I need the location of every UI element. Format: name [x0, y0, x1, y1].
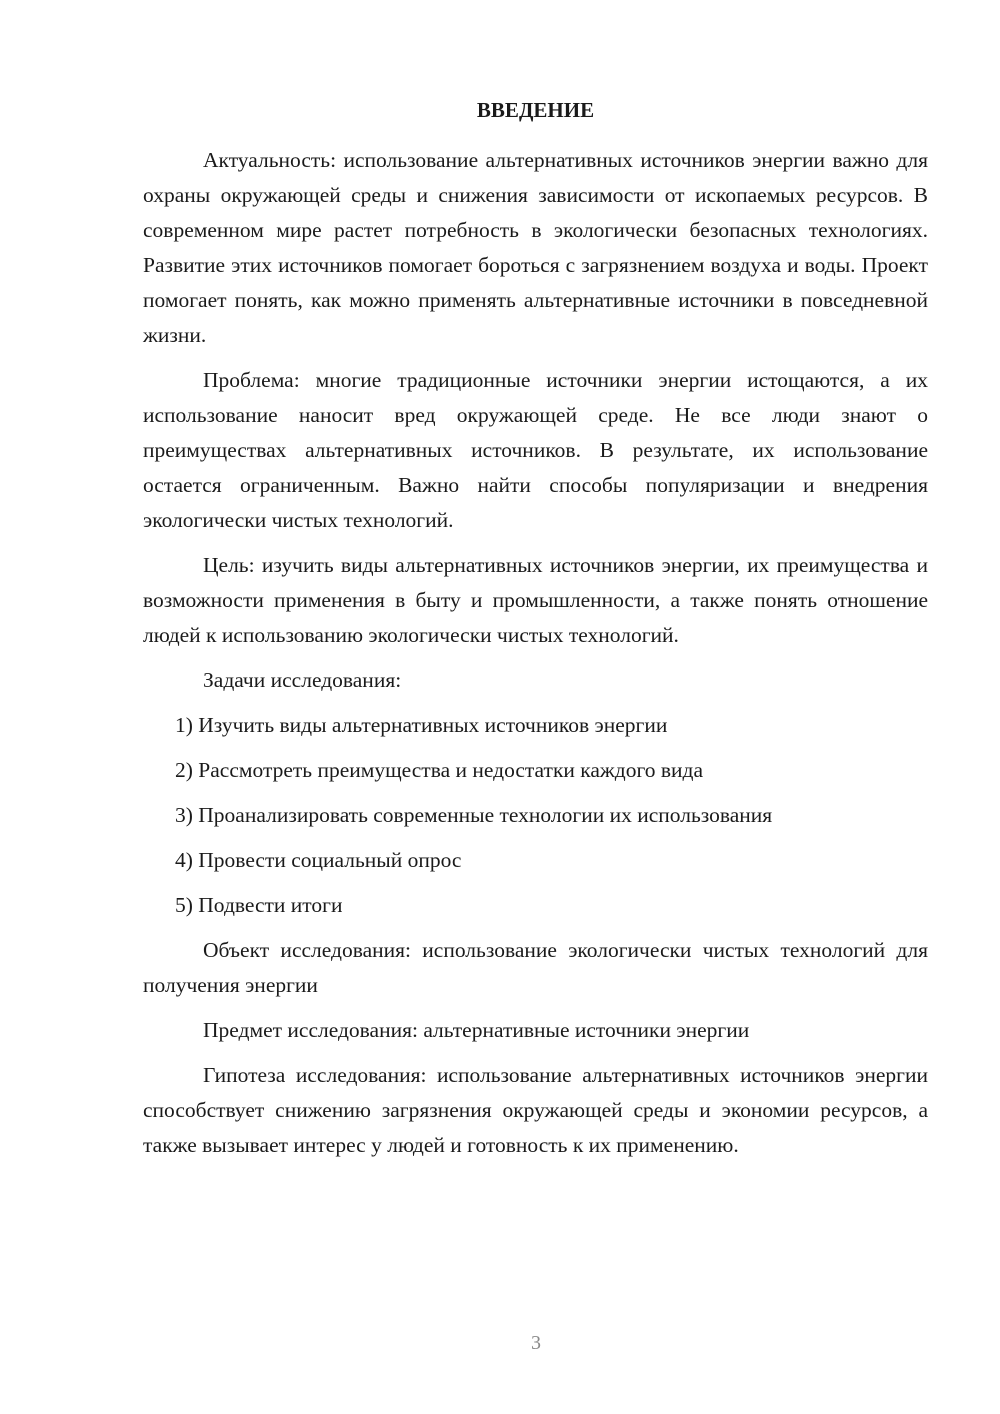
page-number: 3	[531, 1332, 541, 1354]
section-heading: ВВЕДЕНИЕ	[476, 98, 595, 122]
document-page	[143, 95, 928, 1173]
paragraph-relevance: Актуальность: использование альтернативных источников энергии важно для охраны окружающей среды и снижения зависимости от ископаемых ресурсов. В современном мире растет потребность в экологически безопасных технологиях. Развитие этих источников помогает бороться с загрязнением воздуха и воды. Проект помогает понять, как можно применять альтернативные источники в повседневной жизни.	[143, 148, 928, 347]
tasks-title: Задачи исследования:	[203, 668, 402, 692]
paragraph-hypothesis: Гипотеза исследования: использование альтернативных источников энергии способствует снижению загрязнения окружающей среды и экономии ресурсов, а также вызывает интерес у людей и готовность к их применению.	[143, 1063, 928, 1157]
list-item: 2) Рассмотреть преимущества и недостатки каждого вида	[175, 758, 704, 782]
paragraph-problem: Проблема: многие традиционные источники энергии истощаются, а их использование наносит вред окружающей среде. Не все люди знают о преимуществах альтернативных источников. В результате, их использование остается ограниченным. Важно найти способы популяризации и внедрения экологически чистых технологий.	[143, 368, 928, 532]
tasks-list	[143, 708, 928, 923]
list-item: 1) Изучить виды альтернативных источников энергии	[175, 713, 668, 737]
paragraph-object: Объект исследования: использование экологически чистых технологий для получения энергии	[143, 938, 928, 997]
paragraph-goal: Цель: изучить виды альтернативных источников энергии, их преимущества и возможности применения в быту и промышленности, а также понять отношение людей к использованию экологически чистых технологий.	[143, 553, 928, 647]
list-item: 3) Проанализировать современные технологии их использования	[175, 803, 773, 827]
paragraph-subject: Предмет исследования: альтернативные источники энергии	[203, 1018, 750, 1042]
list-item: 5) Подвести итоги	[175, 893, 343, 917]
list-item: 4) Провести социальный опрос	[175, 848, 462, 872]
